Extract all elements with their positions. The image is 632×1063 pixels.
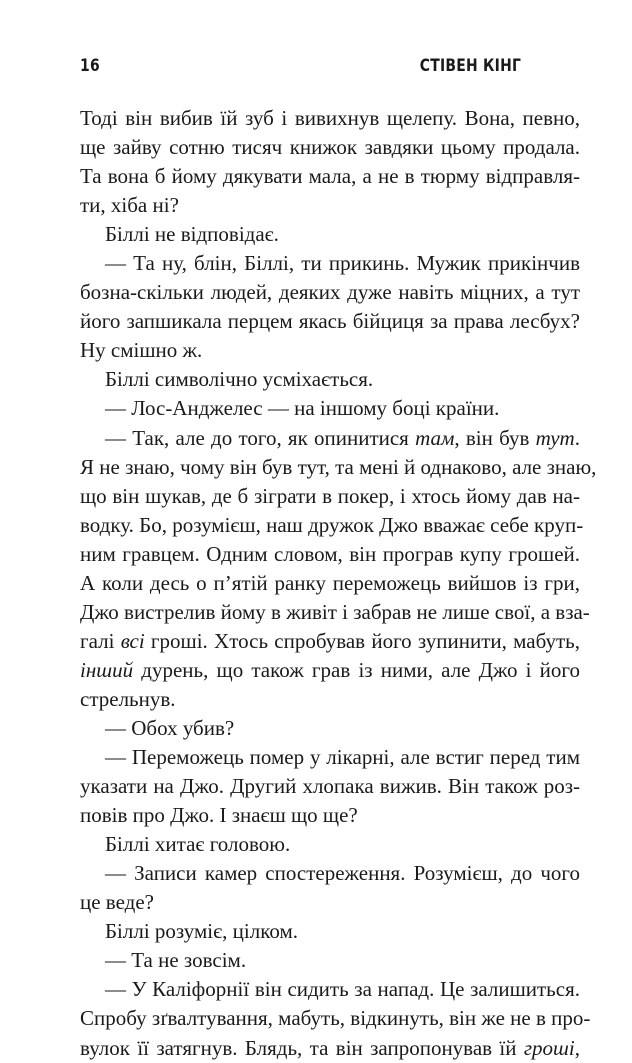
running-head bbox=[80, 56, 582, 82]
text-line: ти, хіба ні? bbox=[80, 193, 179, 218]
text-line: Біллі розуміє, цілком. bbox=[105, 919, 298, 944]
text-line: — Переможець помер у лікарні, але встиг перед тим bbox=[105, 745, 580, 770]
text-line: що він шукав, де б зіграти в покер, і хтось йому дав на- bbox=[80, 483, 580, 508]
text-line: його запшикала перцем якась бійциця за права лесбух? bbox=[80, 309, 580, 334]
text-line: Я не знаю, чому він був тут, та мені й однаково, але знаю, bbox=[80, 454, 597, 479]
text-line: ним гравцем. Одним словом, він програв купу грошей. bbox=[80, 541, 580, 566]
text-line: — У Каліфорнії він сидить за напад. Це залишиться. bbox=[105, 977, 580, 1002]
text-line: Біллі не відповідає. bbox=[105, 222, 279, 247]
text-line: — Обох убив? bbox=[105, 715, 235, 740]
text-line: Тоді він вибив їй зуб і вивихнув щелепу. Вона, певно, bbox=[80, 106, 580, 130]
page-number: 16 bbox=[80, 56, 100, 76]
text-line: бозна-скільки людей, деяких дуже навіть міцних, а тут bbox=[80, 280, 580, 305]
text-line: — Та ну, блін, Біллі, ти прикинь. Мужик прикінчив bbox=[105, 251, 580, 276]
text-line: це веде? bbox=[80, 890, 154, 915]
text-line: стрельнув. bbox=[80, 686, 176, 711]
text-line: А коли десь о п’ятій ранку переможець вийшов із гри, bbox=[80, 570, 580, 595]
text-line: ще зайву сотню тисяч книжок завдяки цьому продала. bbox=[80, 135, 580, 160]
text-line: Ну смішно ж. bbox=[80, 338, 203, 363]
text-line: — Так, але до того, як опинитися там, він був тут. bbox=[105, 425, 580, 450]
text-line: Біллі символічно усміхається. bbox=[105, 367, 374, 392]
text-line: — Лос-Анджелес — на іншому боці країни. bbox=[105, 396, 500, 421]
text-line: вулок її затягнув. Блядь, та він запропонував їй гроші, bbox=[80, 1035, 580, 1060]
text-line: — Та не зовсім. bbox=[105, 948, 247, 973]
text-line: Спробу зґвалтування, мабуть, відкинуть, він же не в про- bbox=[80, 1006, 591, 1031]
body-text bbox=[80, 104, 597, 1063]
text-line: інший дурень, що також грав із ними, але Джо і його bbox=[80, 657, 580, 682]
text-line: галі всі гроші. Хтось спробував його зупинити, мабуть, bbox=[80, 628, 580, 653]
text-line: водку. Бо, розумієш, наш дружок Джо вважає себе круп- bbox=[80, 512, 584, 537]
text-line: указати на Джо. Другий хлопака вижив. Він також роз- bbox=[80, 774, 580, 799]
text-line: Та вона б йому дякувати мала, а не в тюрму відправля- bbox=[80, 164, 580, 189]
text-line: — Записи камер спостереження. Розумієш, до чого bbox=[105, 861, 580, 886]
text-line: Біллі хитає головою. bbox=[105, 832, 291, 857]
text-line: Джо вистрелив йому в живіт і забрав не лише свої, а взa- bbox=[80, 599, 590, 624]
text-line: повів про Джо. І знаєш що ще? bbox=[80, 803, 358, 828]
book-author: СТІВЕН КІНГ bbox=[419, 56, 522, 76]
